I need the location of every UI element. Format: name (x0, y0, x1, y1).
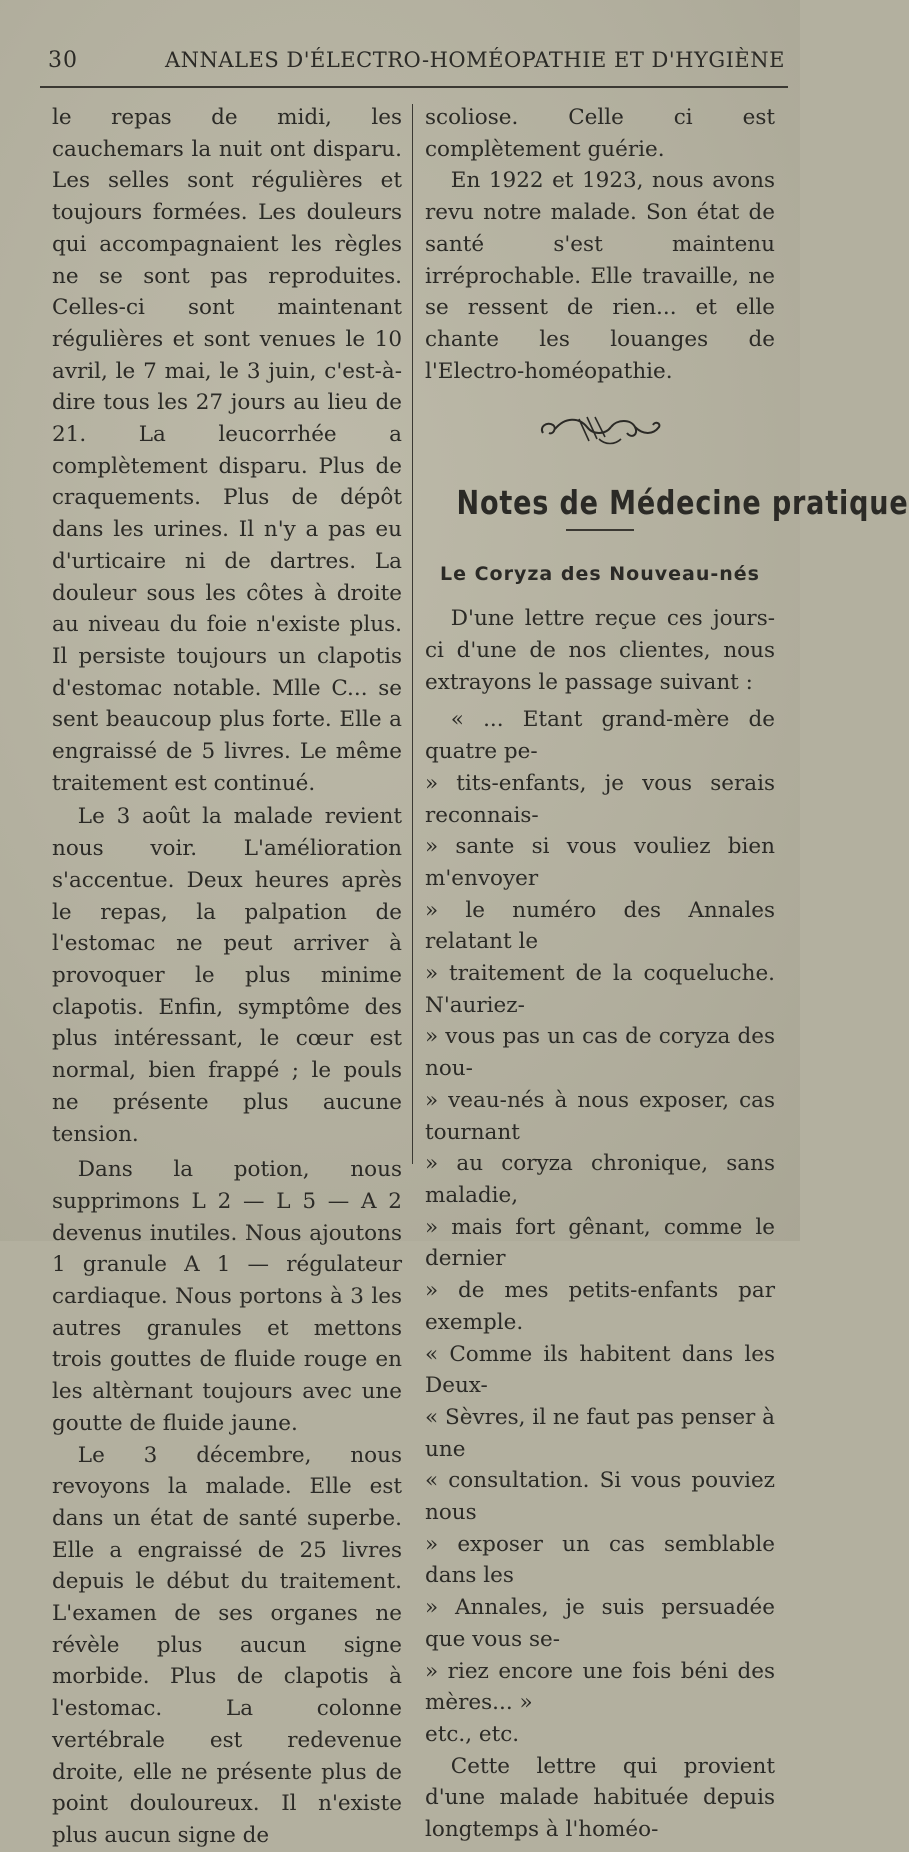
quote-line: » traitement de la coqueluche. N'auriez- (425, 961, 775, 1018)
quote-line: » sante si vous vouliez bien m'envoyer (425, 834, 775, 891)
quote-line: » veau-nés à nous exposer, cas tournant (425, 1087, 775, 1145)
article-title: Le Coryza des Nouveau-nés (440, 563, 760, 586)
column-divider (412, 104, 413, 1164)
quote-line: » Annales, je suis persuadée que vous se- (425, 1595, 775, 1652)
paragraph: scoliose. Celle ci est complètement guérie. (425, 105, 775, 162)
page-number: 30 (48, 48, 78, 73)
quote-line: » vous pas un cas de coryza des nou- (425, 1024, 775, 1082)
running-title: ANNALES D'ÉLECTRO-HOMÉOPATHIE ET D'HYGIÈNE (165, 48, 785, 72)
quote-line: » le numéro des Annales relatant le (425, 897, 775, 955)
header-rule (40, 86, 788, 88)
quoted-letter (425, 704, 775, 1750)
quote-line: « consultation. Si vous pouviez nous (425, 1468, 775, 1526)
left-column (52, 102, 402, 1852)
paragraph: Le 3 août la malade revient nous voir. L'amélioration s'accentue. Deux heures après le repas, la palpation de l'estomac ne peut arriver à provoquer le plus minime clapotis. Enfin, symptôme des plus intéressant, le cœur est normal, bien frappé ; le pouls ne présente plus aucune tension. (52, 804, 402, 1147)
article-intro: D'une lettre reçue ces jours-ci d'une de nos clientes, nous extrayons le passage suivant : (425, 606, 775, 695)
right-column (425, 102, 909, 1846)
quote-line: » mais fort gênant, comme le dernier (425, 1214, 775, 1272)
page-header (0, 48, 800, 80)
paragraph: Dans la potion, nous supprimons L 2 — L 5 — A 2 devenus inutiles. Nous ajoutons 1 granule A 1 — régulateur cardiaque. Nous portons à 3 les autres granules et mettons trois gouttes de fluide rouge en les altèrnant toujours avec une goutte de fluide jaune. (52, 1157, 402, 1436)
quote-line: « ... Etant grand-mère de quatre pe- (425, 707, 775, 765)
quote-line: » de mes petits-enfants par exemple. (425, 1278, 775, 1335)
quote-line: » exposer un cas semblable dans les (425, 1531, 775, 1589)
quote-line: » riez encore une fois béni des mères... » (425, 1658, 775, 1716)
paragraph: En 1922 et 1923, nous avons revu notre malade. Son état de santé s'est maintenu irréprochable. Elle travaille, ne se ressent de rien... et elle chante les louanges de l'Electro-homéopathie. (425, 168, 775, 384)
ornament-flourish (535, 405, 665, 455)
title-rule (566, 529, 634, 531)
quote-line: etc., etc. (425, 1721, 520, 1747)
quote-line: » tits-enfants, je vous serais reconnais- (425, 770, 775, 828)
quote-line: « Sèvres, il ne faut pas penser à une (425, 1404, 775, 1462)
quote-line: « Comme ils habitent dans les Deux- (425, 1341, 775, 1399)
quote-line: » au coryza chronique, sans maladie, (425, 1151, 775, 1208)
paragraph: Le 3 décembre, nous revoyons la malade. Elle est dans un état de santé superbe. Elle a engraissé de 25 livres depuis le début du traitement. L'examen de ses organes ne révèle plus aucun signe morbide. Plus de clapotis à l'estomac. La colonne vertébrale est redevenue droite, elle ne présente plus de point douloureux. Il n'existe plus aucun signe de (52, 1442, 402, 1848)
paragraph: le repas de midi, les cauchemars la nuit ont disparu. Les selles sont régulières et toujours formées. Les douleurs qui accompagnaient les règles ne se sont pas reproduites. Celles-ci sont maintenant régulières et sont venues le 10 avril, le 7 mai, le 3 juin, c'est-à-dire tous les 27 jours au lieu de 21. La leucorrhée a complètement disparu. Plus de craquements. Plus de dépôt dans les urines. Il n'y a pas eu d'urticaire ni de dartres. La douleur sous les côtes à droite au niveau du foie n'existe plus. Il persiste toujours un clapotis d'estomac notable. Mlle C... se sent beaucoup plus forte. Elle a engraissé de 5 livres. Le même traitement est continué. (52, 105, 402, 796)
closing-paragraph: Cette lettre qui provient d'une malade habituée depuis longtemps à l'homéo- (425, 1753, 775, 1843)
section-title: Notes de Médecine pratique (456, 483, 909, 523)
